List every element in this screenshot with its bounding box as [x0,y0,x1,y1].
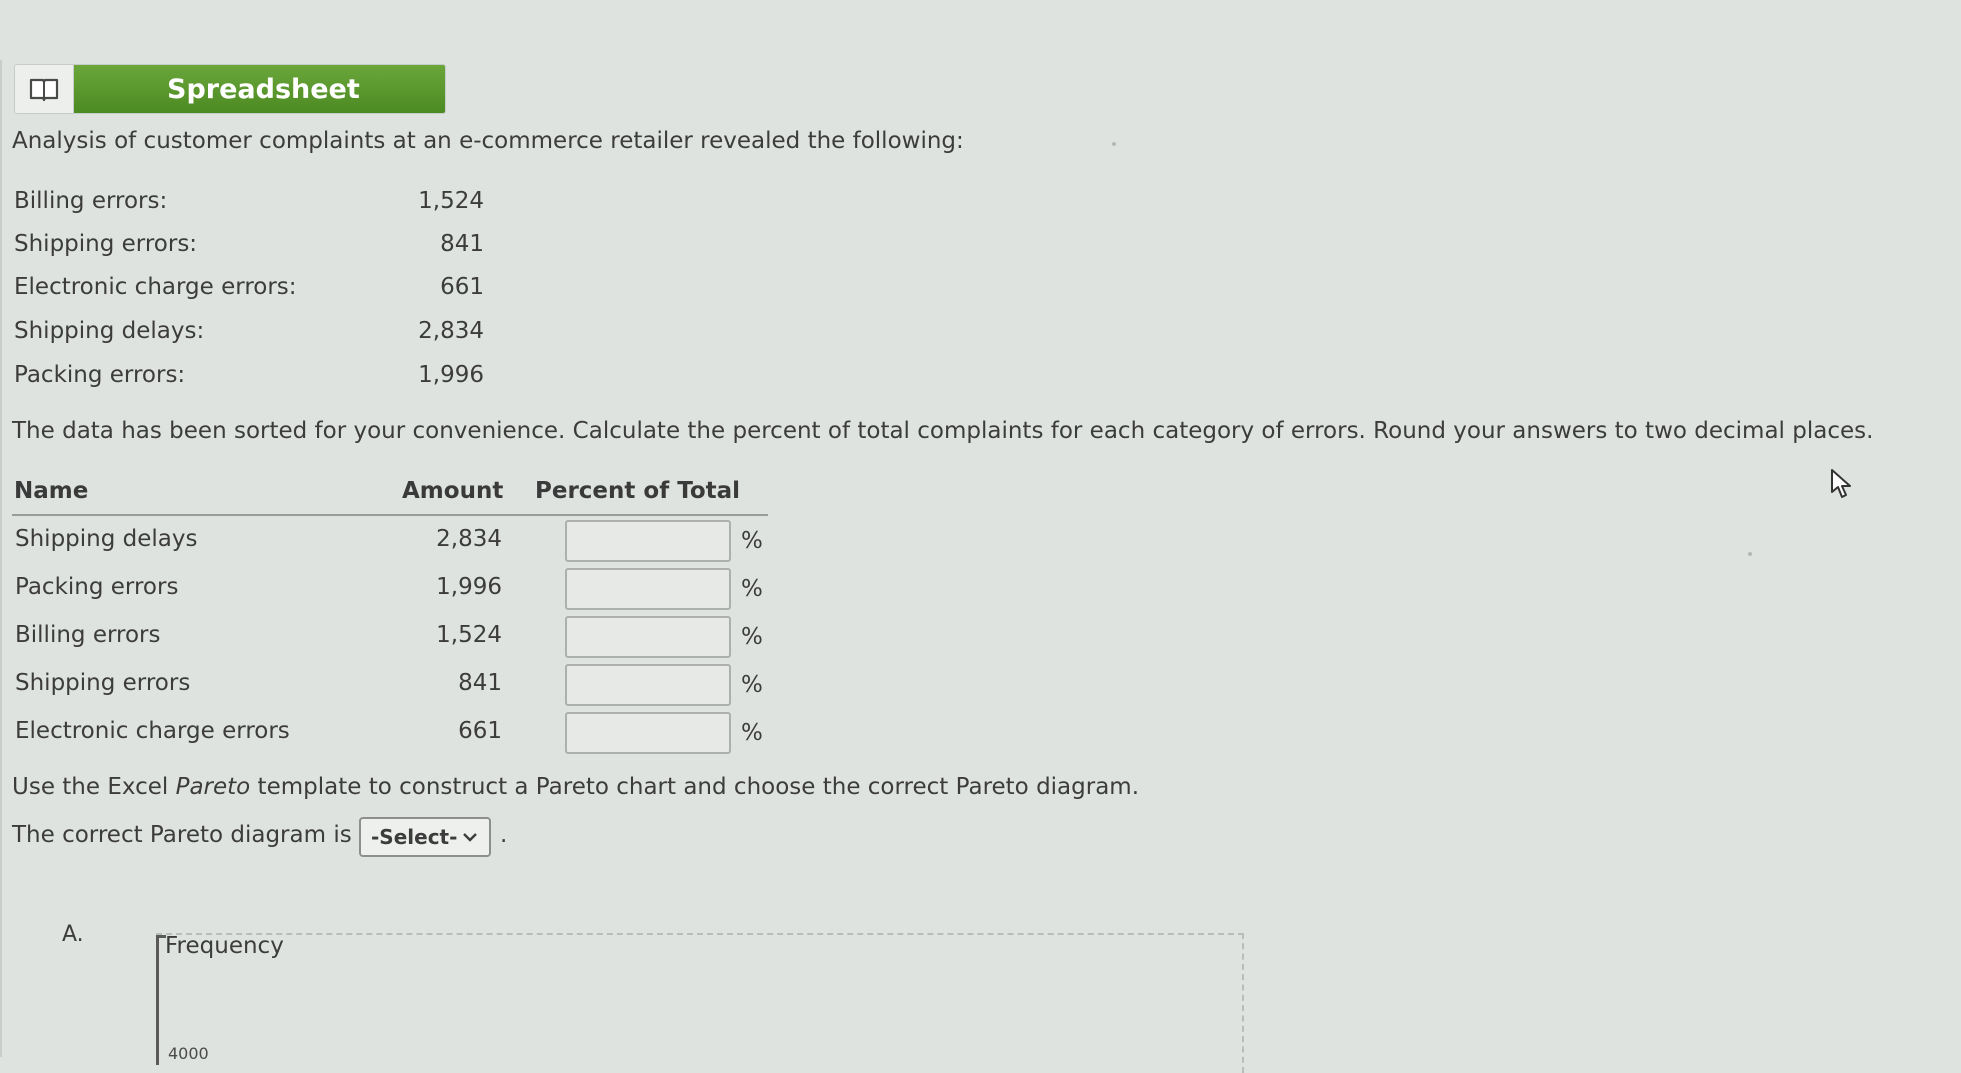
speck [1748,552,1752,556]
row-name: Billing errors [15,622,161,648]
data-row-electronic-charge-errors [14,274,484,310]
data-row-packing-errors [14,362,484,398]
data-label: Billing errors: [14,188,168,214]
intro-text: Analysis of customer complaints at an e-commerce retailer revealed the following: [12,128,964,154]
chevron-down-icon [461,827,479,851]
option-a-y-axis [156,935,159,1065]
pareto-diagram-select[interactable] [359,817,491,857]
row-amount: 1,524 [436,622,502,648]
option-a-ylabel: Frequency [165,933,284,959]
row-amount: 2,834 [436,526,502,552]
header-name: Name [14,478,89,504]
spreadsheet-label: Spreadsheet [74,65,445,113]
table-row [12,708,768,756]
percent-input-shipping-delays[interactable] [565,520,731,562]
percent-input-shipping-errors[interactable] [565,664,731,706]
mouse-cursor-icon [1830,468,1854,504]
table-row [12,660,768,708]
select-prompt-label: The correct Pareto diagram is [12,822,352,848]
table-row [12,516,768,564]
header-amount: Amount [402,478,504,504]
percent-unit: % [741,576,763,602]
data-label: Shipping delays: [14,318,205,344]
percent-unit: % [741,720,763,746]
percent-table [12,476,768,756]
percent-unit: % [741,624,763,650]
speck [1112,142,1116,146]
data-row-shipping-delays [14,318,484,354]
pareto-instruction [12,774,1139,800]
row-name: Shipping errors [15,670,191,696]
data-value: 1,996 [418,362,484,388]
row-name: Packing errors [15,574,179,600]
percent-unit: % [741,528,763,554]
select-trailing-period: . [500,822,508,848]
select-value: -Select- [371,825,458,849]
spreadsheet-button[interactable] [14,64,446,114]
percent-input-packing-errors[interactable] [565,568,731,610]
data-value: 841 [440,231,484,257]
row-amount: 661 [458,718,502,744]
data-row-billing-errors [14,188,484,224]
row-name: Electronic charge errors [15,718,290,744]
pareto-template-name: Pareto [175,774,251,800]
option-a-label: A. [62,922,84,947]
row-amount: 841 [458,670,502,696]
data-label: Packing errors: [14,362,186,388]
pareto-instruction-after: template to construct a Pareto chart and choose the correct Pareto diagram. [250,774,1140,800]
instruction-text: The data has been sorted for your convenience. Calculate the percent of total complaints for each category of errors. Round your answers to two decimal places. [12,418,1874,444]
data-label: Electronic charge errors: [14,274,297,300]
option-a-y-tick: 4000 [168,1044,209,1063]
row-name: Shipping delays [15,526,198,552]
pareto-instruction-before: Use the Excel [12,774,176,800]
percent-input-billing-errors[interactable] [565,616,731,658]
data-value: 2,834 [418,318,484,344]
percent-input-electronic-charge-errors[interactable] [565,712,731,754]
data-label: Shipping errors: [14,231,198,257]
table-header [12,476,768,516]
option-a-chart-frame[interactable] [156,933,1244,1073]
data-row-shipping-errors [14,231,484,267]
data-value: 661 [440,274,484,300]
left-border [0,60,2,1057]
percent-unit: % [741,672,763,698]
book-icon [15,65,74,113]
row-amount: 1,996 [436,574,502,600]
table-row [12,612,768,660]
header-percent: Percent of Total [535,478,741,504]
data-value: 1,524 [418,188,484,214]
table-row [12,564,768,612]
